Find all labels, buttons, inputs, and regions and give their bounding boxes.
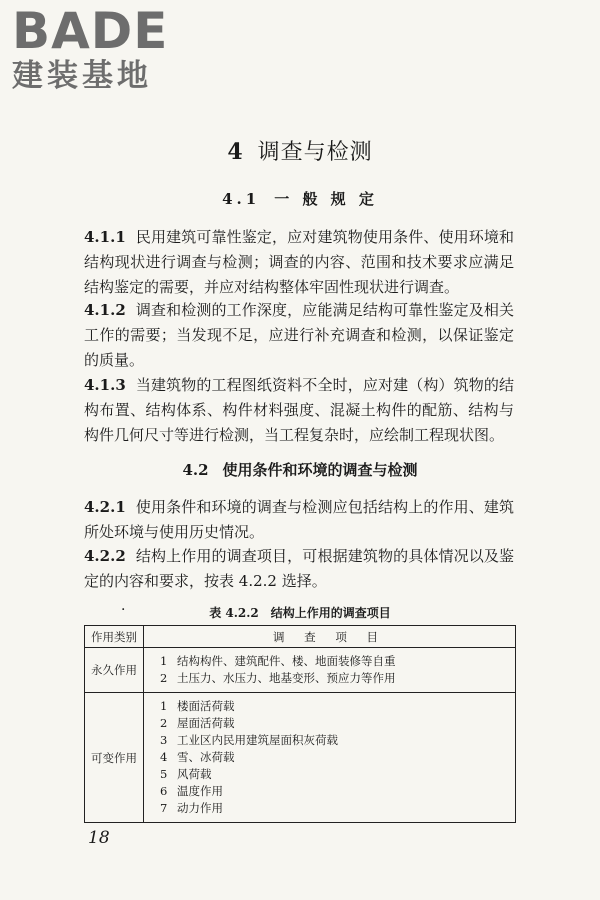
- chapter-title: [0, 135, 600, 166]
- item-text: 雪、冰荷载: [177, 750, 235, 764]
- list-item: [160, 653, 515, 670]
- item-text: 土压力、水压力、地基变形、预应力等作用: [177, 671, 396, 685]
- section-heading-4-1: [0, 188, 600, 209]
- item-number: 1: [160, 654, 168, 668]
- clause-number: 4.1.3: [84, 376, 126, 394]
- bade-logo: [12, 4, 182, 94]
- table-caption: [0, 604, 600, 621]
- item-text: 楼面活荷载: [177, 699, 235, 713]
- clause-text: 结构上作用的调查项目，可根据建筑物的具体情况以及鉴定的内容和要求，按表 4.2.2 选择。: [84, 547, 514, 590]
- item-number: 2: [160, 716, 168, 730]
- clause-4-1-1: [84, 225, 514, 300]
- item-text: 动力作用: [177, 801, 223, 815]
- chapter-number: 4: [227, 139, 244, 165]
- item-text: 结构构件、建筑配件、楼、地面装修等自重: [177, 654, 396, 668]
- clause-4-2-1: [84, 495, 514, 545]
- clause-text: 当建筑物的工程图纸资料不全时，应对建（构）筑物的结构布置、结构体系、构件材料强度、混凝土构件的配筋、结构与构件几何尺寸等进行检测，当工程复杂时，应绘制工程现状图。: [84, 376, 514, 444]
- logo-wordmark: BADE: [12, 2, 169, 60]
- list-item: [160, 783, 515, 800]
- table-caption-number: 表 4.2.2: [209, 606, 259, 620]
- investigation-items-table: [84, 625, 516, 823]
- item-number: 2: [160, 671, 168, 685]
- row-category: 永久作用: [85, 648, 144, 693]
- item-text: 风荷载: [177, 767, 212, 781]
- section-title: 一 般 规 定: [274, 190, 378, 208]
- header-items: 调 查 项 目: [144, 626, 516, 648]
- clause-number: 4.2.2: [84, 547, 126, 565]
- logo-subtitle: 建装基地: [12, 58, 152, 94]
- clause-text: 调查和检测的工作深度，应能满足结构可靠性鉴定及相关工作的需要；当发现不足，应进行补充调查和检测，以保证鉴定的质量。: [84, 301, 514, 369]
- table-header-row: [85, 626, 516, 648]
- section-heading-4-2: [0, 459, 600, 480]
- clause-4-2-2: [84, 544, 514, 594]
- section-title: 使用条件和环境的调查与检测: [222, 461, 418, 479]
- item-number: 3: [160, 733, 168, 747]
- item-text: 屋面活荷载: [177, 716, 235, 730]
- item-number: 5: [160, 767, 168, 781]
- clause-4-1-3: [84, 373, 514, 448]
- row-category: 可变作用: [85, 693, 144, 823]
- list-item: [160, 749, 515, 766]
- clause-number: 4.2.1: [84, 498, 126, 516]
- item-number: 1: [160, 699, 168, 713]
- clause-text: 民用建筑可靠性鉴定，应对建筑物使用条件、使用环境和结构现状进行调查与检测；调查的内容、范围和技术要求应满足结构鉴定的需要，并应对结构整体牢固性现状进行调查。: [84, 228, 514, 296]
- item-text: 工业区内民用建筑屋面积灰荷载: [177, 733, 338, 747]
- list-item: [160, 766, 515, 783]
- row-items: [144, 693, 516, 823]
- item-number: 6: [160, 784, 168, 798]
- chapter-title-text: 调查与检测: [257, 140, 373, 165]
- item-text: 温度作用: [177, 784, 223, 798]
- table-caption-title: 结构上作用的调查项目: [270, 606, 391, 620]
- bullet-dot: ·: [121, 602, 126, 618]
- list-item: [160, 698, 515, 715]
- page-number: 18: [88, 828, 110, 848]
- clause-number: 4.1.1: [84, 228, 126, 246]
- item-number: 4: [160, 750, 168, 764]
- list-item: [160, 715, 515, 732]
- section-number: 4.2: [182, 461, 209, 479]
- clause-4-1-2: [84, 298, 514, 373]
- list-item: [160, 800, 515, 817]
- list-item: [160, 732, 515, 749]
- clause-text: 使用条件和环境的调查与检测应包括结构上的作用、建筑所处环境与使用历史情况。: [84, 498, 514, 541]
- table-row: [85, 648, 516, 693]
- section-number: 4.1: [222, 190, 261, 208]
- item-number: 7: [160, 801, 168, 815]
- header-category: 作用类别: [85, 626, 144, 648]
- list-item: [160, 670, 515, 687]
- table-row: [85, 693, 516, 823]
- row-items: [144, 648, 516, 693]
- clause-number: 4.1.2: [84, 301, 126, 319]
